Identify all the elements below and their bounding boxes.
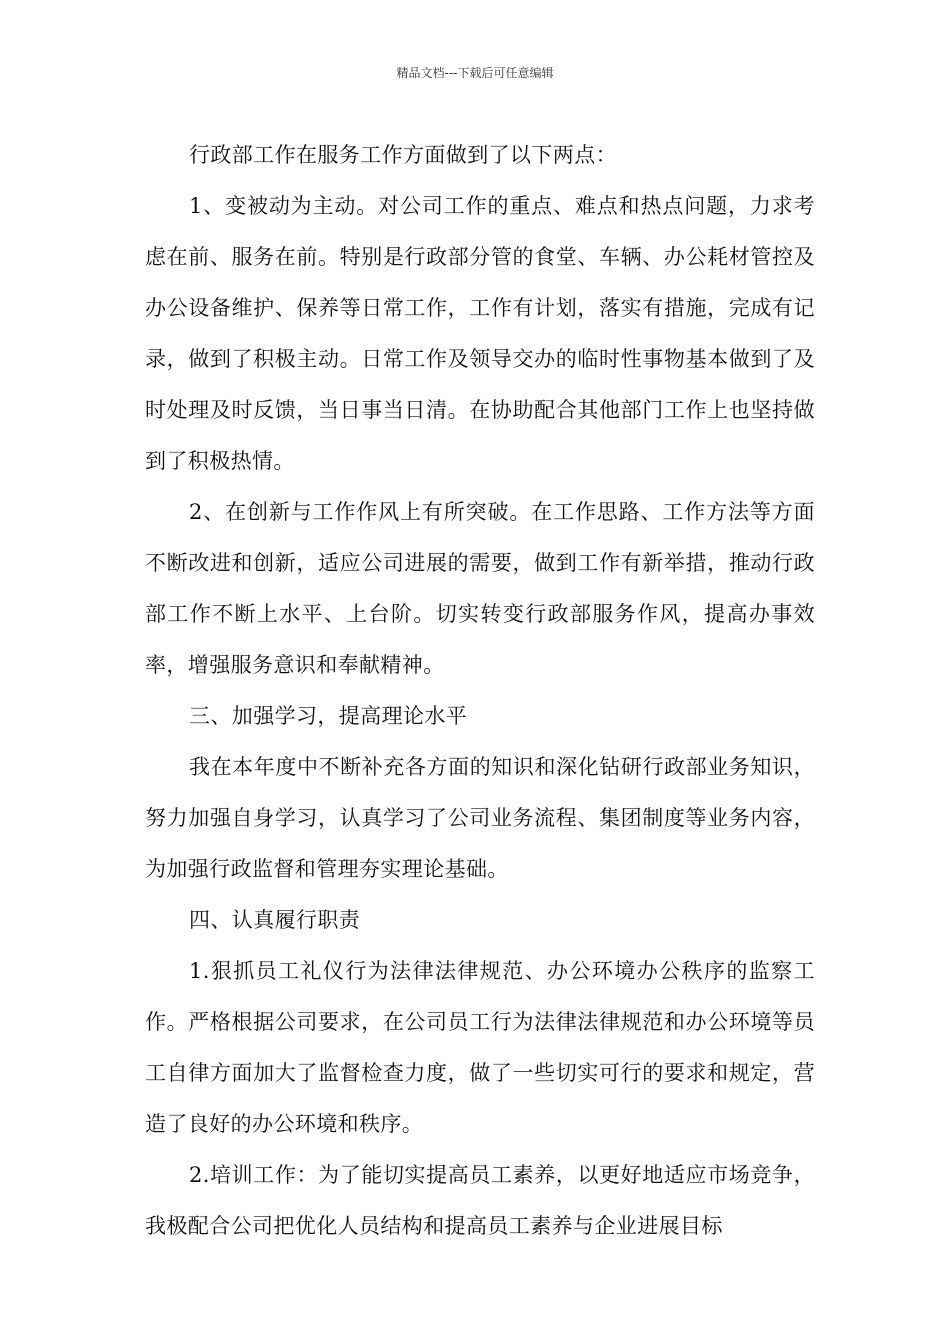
paragraph-duty-1: 1.狠抓员工礼仪行为法律法律规范、办公环境办公秩序的监察工作。严格根据公司要求，在公司员工行为法律法律规范和办公环境等员工自律方面加大了监督检查力度，做了一些切实可行的要求和规定，营造了良好的办公环境和秩序。 bbox=[145, 959, 815, 1136]
page-header: 精品文档---下载后可任意编辑 bbox=[396, 66, 554, 80]
paragraph-study: 我在本年度中不断补充各方面的知识和深化钻研行政部业务知识，努力加强自身学习，认真学习了公司业务流程、集团制度等业务内容，为加强行政监督和管理夯实理论基础。 bbox=[145, 755, 815, 881]
paragraph-point-2: 2、在创新与工作作风上有所突破。在工作思路、工作方法等方面不断改进和创新，适应公司进展的需要，做到工作有新举措，推动行政部工作不断上水平、上台阶。切实转变行政部服务作风，提高办事效率，增强服务意识和奉献精神。 bbox=[145, 500, 815, 677]
section-heading-3: 三、加强学习，提高理论水平 bbox=[189, 704, 468, 728]
document-body bbox=[145, 130, 815, 1252]
paragraph-point-1: 1、变被动为主动。对公司工作的重点、难点和热点问题，力求考虑在前、服务在前。特别是行政部分管的食堂、车辆、办公耗材管控及办公设备维护、保养等日常工作，工作有计划，落实有措施，完成有记录，做到了积极主动。日常工作及领导交办的临时性事物基本做到了及时处理及时反馈，当日事当日清。在协助配合其他部门工作上也坚持做到了积极热情。 bbox=[145, 194, 815, 473]
paragraph-intro: 行政部工作在服务工作方面做到了以下两点： bbox=[189, 143, 617, 167]
paragraph-duty-2: 2.培训工作：为了能切实提高员工素养，以更好地适应市场竞争，我极配合公司把优化人员结构和提高员工素养与企业进展目标 bbox=[145, 1163, 815, 1238]
section-heading-4: 四、认真履行职责 bbox=[189, 908, 361, 932]
